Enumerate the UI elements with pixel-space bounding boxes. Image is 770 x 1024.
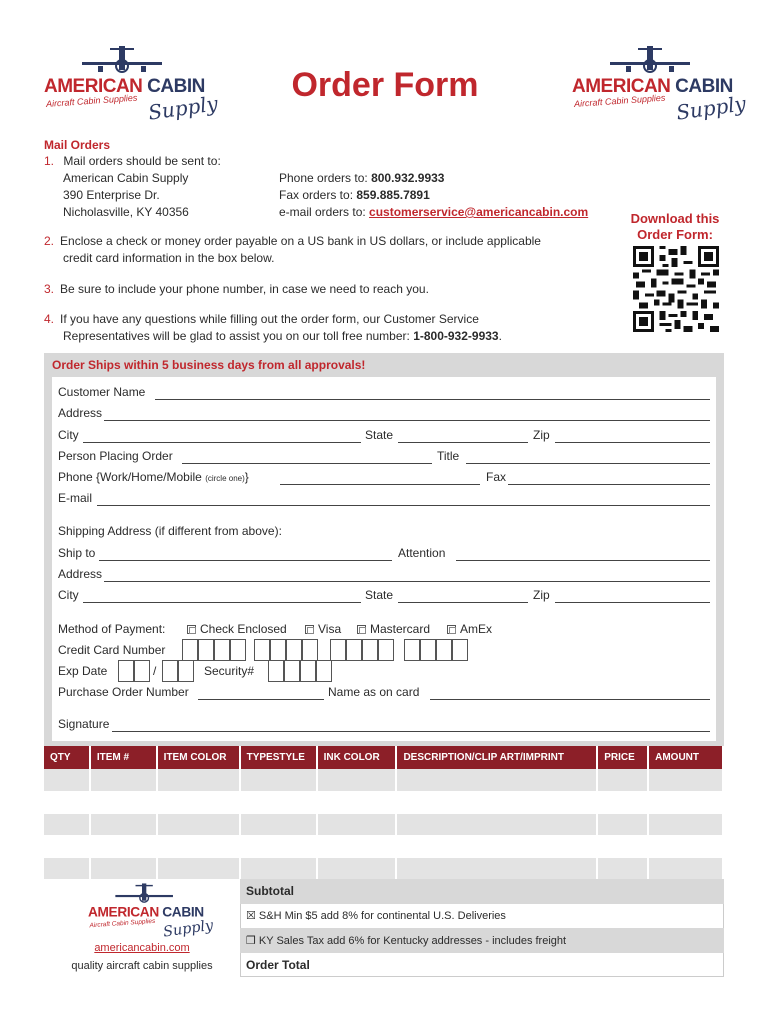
table-cell[interactable] — [317, 791, 397, 813]
digit-box[interactable] — [330, 639, 346, 661]
order-form-section — [44, 353, 724, 746]
security-box[interactable] — [316, 660, 332, 682]
payment-amex-option[interactable] — [447, 622, 492, 636]
shipping-handling-row[interactable]: ☒ S&H Min $5 add 8% for continental U.S. Deliveries — [246, 910, 506, 923]
payment-check-option[interactable] — [187, 622, 287, 636]
brand-script: Supply — [146, 91, 220, 125]
table-cell[interactable] — [44, 791, 90, 813]
state-label: State — [365, 428, 394, 442]
exp-date-label: Exp Date — [58, 664, 108, 678]
table-cell[interactable] — [90, 835, 157, 857]
toll-free-number: 1-800-932-9933 — [413, 329, 499, 343]
table-cell[interactable] — [240, 769, 317, 791]
customer-name-field[interactable] — [155, 399, 710, 400]
phone-label: Phone orders to: — [279, 171, 372, 185]
digit-box[interactable] — [378, 639, 394, 661]
brand-script: Supply — [674, 91, 748, 125]
instruction-text: If you have any questions while filling out the order form, our Customer Service — [60, 312, 479, 326]
digit-box[interactable] — [420, 639, 436, 661]
payment-mastercard-option[interactable] — [357, 622, 430, 636]
table-row — [44, 835, 723, 857]
column-header-qty: QTY — [44, 746, 90, 769]
digit-box[interactable] — [346, 639, 362, 661]
ship-zip-field[interactable] — [555, 602, 710, 603]
address-line: Nicholasville, KY 40356 — [63, 205, 189, 219]
table-cell[interactable] — [648, 813, 723, 835]
payment-method-label: Method of Payment: — [58, 622, 166, 636]
signature-field[interactable] — [112, 731, 710, 732]
exp-month-box[interactable] — [118, 660, 134, 682]
brand-script: Supply — [161, 916, 215, 941]
customer-info-form — [52, 377, 716, 741]
circle-one-note: (circle one) — [205, 474, 245, 483]
instruction-3 — [44, 281, 429, 298]
ship-state-field[interactable] — [398, 602, 528, 603]
payment-option-label: Visa — [318, 622, 342, 636]
digit-box[interactable] — [254, 639, 270, 661]
table-cell[interactable] — [90, 769, 157, 791]
table-cell[interactable] — [90, 857, 157, 879]
item-number: 4. — [44, 312, 55, 326]
phone-number: 800.932.9933 — [371, 171, 445, 185]
brand-name-part2: CABIN — [147, 76, 205, 97]
table-cell[interactable] — [317, 813, 397, 835]
table-cell[interactable] — [44, 857, 90, 879]
digit-box[interactable] — [214, 639, 230, 661]
column-header-price: PRICE — [597, 746, 648, 769]
instruction-text: Mail orders should be sent to: — [63, 154, 221, 168]
table-header-row — [44, 746, 723, 769]
table-row — [44, 857, 723, 879]
checkbox-icon[interactable] — [447, 625, 456, 634]
column-header-item-color: ITEM COLOR — [157, 746, 240, 769]
table-cell[interactable] — [240, 791, 317, 813]
digit-box[interactable] — [452, 639, 468, 661]
brand-name-part1: AMERICAN — [88, 905, 159, 921]
digit-box[interactable] — [182, 639, 198, 661]
table-cell[interactable] — [157, 813, 240, 835]
shipping-notice: Order Ships within 5 business days from all approvals! — [52, 358, 366, 372]
table-cell[interactable] — [44, 769, 90, 791]
mail-orders-heading: Mail Orders — [44, 138, 111, 152]
item-number: 3. — [44, 282, 55, 296]
brand-name-part1: AMERICAN — [572, 76, 671, 97]
footer-tagline: quality aircraft cabin supplies — [71, 960, 213, 972]
email-field[interactable] — [97, 505, 710, 506]
table-cell[interactable] — [44, 835, 90, 857]
digit-box[interactable] — [362, 639, 378, 661]
digit-box[interactable] — [270, 639, 286, 661]
payment-option-label: Mastercard — [370, 622, 431, 636]
table-cell[interactable] — [90, 813, 157, 835]
ship-to-label: Ship to — [58, 546, 96, 560]
table-cell[interactable] — [648, 791, 723, 813]
exp-separator: / — [153, 664, 157, 678]
column-header-typestyle: TYPESTYLE — [240, 746, 317, 769]
ship-to-field[interactable] — [99, 560, 392, 561]
credit-card-label: Credit Card Number — [58, 643, 166, 657]
payment-option-label: AmEx — [460, 622, 493, 636]
table-cell[interactable] — [396, 769, 597, 791]
person-placing-field[interactable] — [182, 463, 432, 464]
address-line: American Cabin Supply — [63, 171, 189, 185]
totals-panel — [240, 879, 724, 977]
fax-label: Fax orders to: — [279, 188, 357, 202]
sales-tax-row[interactable]: ❒ KY Sales Tax add 6% for Kentucky addresses - includes freight — [240, 928, 724, 953]
table-cell[interactable] — [648, 769, 723, 791]
table-cell[interactable] — [648, 857, 723, 879]
phone-label-text: Phone {Work/Home/Mobile — [58, 470, 206, 484]
address-line: 390 Enterprise Dr. — [63, 188, 160, 202]
phone-label-close: } — [244, 470, 249, 484]
table-cell[interactable] — [396, 857, 597, 879]
ship-address-field[interactable] — [104, 581, 710, 582]
table-cell[interactable] — [157, 835, 240, 857]
digit-box[interactable] — [302, 639, 318, 661]
table-cell[interactable] — [317, 857, 397, 879]
download-label — [620, 211, 730, 243]
instruction-text: Representatives will be glad to assist you on our toll free number: — [63, 329, 414, 343]
zip-field[interactable] — [555, 442, 710, 443]
payment-option-label: Check Enclosed — [200, 622, 287, 636]
ship-city-label: City — [58, 588, 79, 602]
fax-field[interactable] — [508, 484, 710, 485]
table-cell[interactable] — [597, 769, 648, 791]
ship-city-field[interactable] — [83, 602, 361, 603]
table-row — [44, 769, 723, 791]
exp-month-box[interactable] — [134, 660, 150, 682]
security-label: Security# — [204, 664, 255, 678]
download-line: Order Form: — [637, 227, 713, 242]
column-header-description: DESCRIPTION/CLIP ART/IMPRINT — [396, 746, 597, 769]
city-field[interactable] — [83, 442, 361, 443]
signature-label: Signature — [58, 717, 110, 731]
security-box[interactable] — [268, 660, 284, 682]
checkbox-icon[interactable] — [305, 625, 314, 634]
table-cell[interactable] — [597, 813, 648, 835]
shipping-address-heading: Shipping Address (if different from above): — [58, 524, 282, 538]
brand-name-part1: AMERICAN — [44, 76, 143, 97]
security-box[interactable] — [284, 660, 300, 682]
table-cell[interactable] — [157, 791, 240, 813]
address-field[interactable] — [104, 420, 710, 421]
phone-label — [58, 470, 249, 484]
exp-year-box[interactable] — [162, 660, 178, 682]
airplane-icon — [101, 882, 187, 906]
table-cell[interactable] — [396, 835, 597, 857]
download-line: Download this — [630, 211, 720, 226]
table-cell[interactable] — [396, 813, 597, 835]
digit-box[interactable] — [404, 639, 420, 661]
table-cell[interactable] — [597, 835, 648, 857]
brand-tagline: Aircraft Cabin Supplies — [45, 92, 138, 109]
brand-name-part2: CABIN — [675, 76, 733, 97]
website-link[interactable]: americancabin.com — [94, 942, 190, 954]
table-cell[interactable] — [157, 857, 240, 879]
instruction-1 — [44, 153, 221, 170]
attention-label: Attention — [398, 546, 446, 560]
table-cell[interactable] — [240, 835, 317, 857]
brand-name-part2: CABIN — [162, 905, 204, 921]
name-on-card-field[interactable] — [430, 699, 710, 700]
table-cell[interactable] — [597, 857, 648, 879]
address-label: Address — [58, 406, 103, 420]
instruction-text: Enclose a check or money order payable on a US bank in US dollars, or include applicable — [60, 234, 541, 248]
brand-tagline: Aircraft Cabin Supplies — [89, 917, 156, 929]
email-link[interactable]: customerservice@americancabin.com — [369, 205, 589, 219]
state-field[interactable] — [398, 442, 528, 443]
table-cell[interactable] — [240, 813, 317, 835]
instruction-text: credit card information in the box below. — [63, 251, 275, 265]
instruction-4 — [44, 311, 502, 345]
item-number: 1. — [44, 154, 55, 168]
attention-field[interactable] — [456, 560, 710, 561]
punctuation: . — [498, 329, 502, 343]
table-cell[interactable] — [597, 791, 648, 813]
instruction-2 — [44, 233, 541, 267]
digit-box[interactable] — [230, 639, 246, 661]
table-cell[interactable] — [396, 791, 597, 813]
zip-label: Zip — [533, 428, 550, 442]
table-cell[interactable] — [648, 835, 723, 857]
ship-state-label: State — [365, 588, 394, 602]
email-label: e-mail orders to: — [279, 205, 370, 219]
table-row — [44, 813, 723, 835]
payment-visa-option[interactable] — [305, 622, 341, 636]
mailing-address — [63, 170, 189, 221]
checkbox-icon[interactable] — [357, 625, 366, 634]
table-row — [44, 791, 723, 813]
footer-brand-logo — [88, 882, 215, 941]
qr-code-icon[interactable] — [633, 246, 719, 332]
table-cell[interactable] — [157, 769, 240, 791]
contact-info — [279, 170, 588, 221]
table-cell[interactable] — [317, 835, 397, 857]
email-label: E-mail — [58, 491, 93, 505]
fax-number: 859.885.7891 — [356, 188, 430, 202]
instruction-text: Be sure to include your phone number, in case we need to reach you. — [60, 282, 429, 296]
order-total-row[interactable]: Order Total — [246, 957, 310, 972]
column-header-amount: AMOUNT — [648, 746, 723, 769]
table-cell[interactable] — [240, 857, 317, 879]
ship-address-label: Address — [58, 567, 103, 581]
city-label: City — [58, 428, 79, 442]
ship-zip-label: Zip — [533, 588, 550, 602]
title-field[interactable] — [466, 463, 710, 464]
table-cell[interactable] — [44, 813, 90, 835]
name-on-card-label: Name as on card — [328, 685, 420, 699]
items-table — [44, 746, 724, 880]
table-cell[interactable] — [317, 769, 397, 791]
digit-box[interactable] — [198, 639, 214, 661]
checkbox-icon[interactable] — [187, 625, 196, 634]
customer-name-label: Customer Name — [58, 385, 146, 399]
page-title: Order Form — [291, 66, 479, 104]
digit-box[interactable] — [436, 639, 452, 661]
title-label: Title — [437, 449, 460, 463]
table-cell[interactable] — [90, 791, 157, 813]
person-placing-label: Person Placing Order — [58, 449, 173, 463]
po-number-field[interactable] — [198, 699, 324, 700]
column-header-item-number: ITEM # — [90, 746, 157, 769]
fax-label: Fax — [486, 470, 507, 484]
digit-box[interactable] — [286, 639, 302, 661]
phone-field[interactable] — [280, 484, 480, 485]
security-box[interactable] — [300, 660, 316, 682]
subtotal-row[interactable]: Subtotal — [240, 879, 724, 904]
column-header-ink-color: INK COLOR — [317, 746, 397, 769]
po-number-label: Purchase Order Number — [58, 685, 189, 699]
item-number: 2. — [44, 234, 55, 248]
brand-tagline: Aircraft Cabin Supplies — [573, 92, 666, 109]
exp-year-box[interactable] — [178, 660, 194, 682]
